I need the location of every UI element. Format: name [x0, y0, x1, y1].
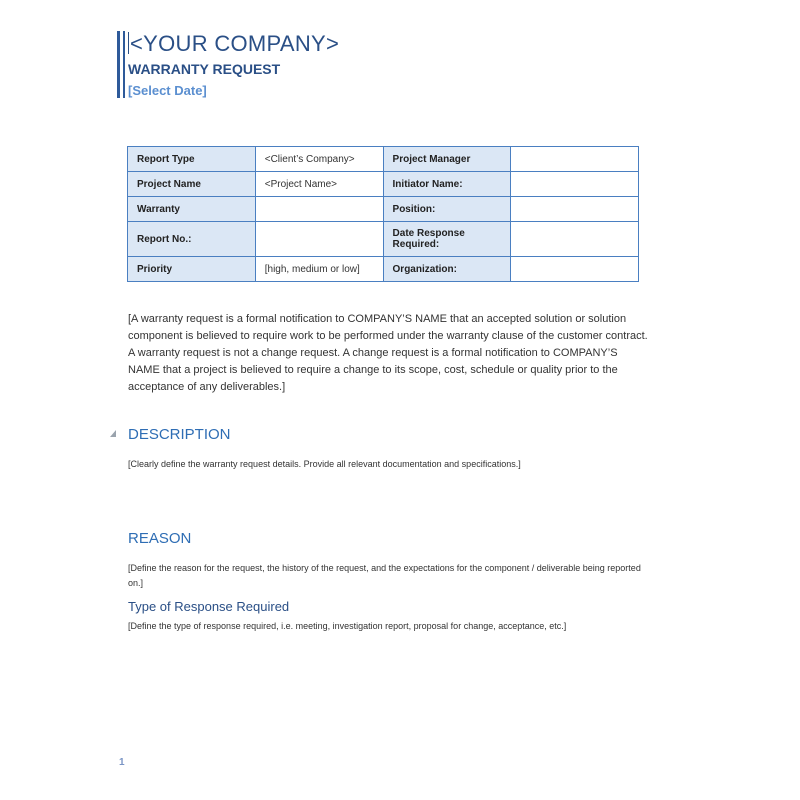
document-title: WARRANTY REQUEST	[128, 61, 281, 77]
request-info-table	[127, 146, 639, 282]
intro-paragraph[interactable]: [A warranty request is a formal notification to COMPANY’S NAME that an accepted solution or solution component is believed to require work to be performed under the warranty clause of the customer contract. A warranty request is not a change request. A change request is a formal notification to COMPANY’S NAME that a project is believed to require a change to its scope, cost, schedule or quality prior to the acceptance of any deliverables.]	[128, 313, 648, 393]
reason-heading: REASON	[128, 530, 192, 547]
value-position[interactable]	[511, 197, 639, 222]
label-priority: Priority	[128, 257, 256, 282]
label-report-no: Report No.:	[128, 222, 256, 257]
description-heading: DESCRIPTION	[128, 426, 231, 443]
label-position: Position:	[383, 197, 511, 222]
label-warranty: Warranty	[128, 197, 256, 222]
accent-bar-thin	[123, 31, 125, 98]
value-date-response-required[interactable]	[511, 222, 639, 257]
header-accent-bars	[117, 31, 127, 98]
value-priority[interactable]: [high, medium or low]	[255, 257, 383, 282]
label-organization: Organization:	[383, 257, 511, 282]
reason-text[interactable]: [Define the reason for the request, the history of the request, and the expectations for the component / deliverable being reported on.]	[128, 563, 641, 588]
value-warranty[interactable]	[255, 197, 383, 222]
company-name-field[interactable]	[128, 31, 339, 57]
date-picker-field[interactable]: [Select Date]	[128, 83, 207, 98]
label-initiator-name: Initiator Name:	[383, 172, 511, 197]
label-project-name: Project Name	[128, 172, 256, 197]
company-name-text: <YOUR COMPANY>	[130, 31, 340, 56]
collapse-heading-icon[interactable]	[110, 430, 116, 437]
response-type-heading: Type of Response Required	[128, 599, 290, 614]
label-report-type: Report Type	[128, 147, 256, 172]
label-date-response-required: Date Response Required:	[383, 222, 511, 257]
value-project-name[interactable]: <Project Name>	[255, 172, 383, 197]
table-row	[128, 257, 639, 282]
value-project-manager[interactable]	[511, 147, 639, 172]
description-text[interactable]: [Clearly define the warranty request details. Provide all relevant documentation and specifications.]	[128, 459, 521, 469]
value-initiator-name[interactable]	[511, 172, 639, 197]
label-project-manager: Project Manager	[383, 147, 511, 172]
text-cursor	[128, 32, 129, 54]
response-type-text[interactable]: [Define the type of response required, i.e. meeting, investigation report, proposal for change, acceptance, etc.]	[128, 621, 567, 631]
value-report-type[interactable]: <Client’s Company>	[255, 147, 383, 172]
accent-bar-thick	[117, 31, 120, 98]
table-row	[128, 147, 639, 172]
table-row	[128, 197, 639, 222]
value-report-no[interactable]	[255, 222, 383, 257]
value-organization[interactable]	[511, 257, 639, 282]
page-number: 1	[119, 757, 125, 768]
table-row	[128, 222, 639, 257]
table-row	[128, 172, 639, 197]
